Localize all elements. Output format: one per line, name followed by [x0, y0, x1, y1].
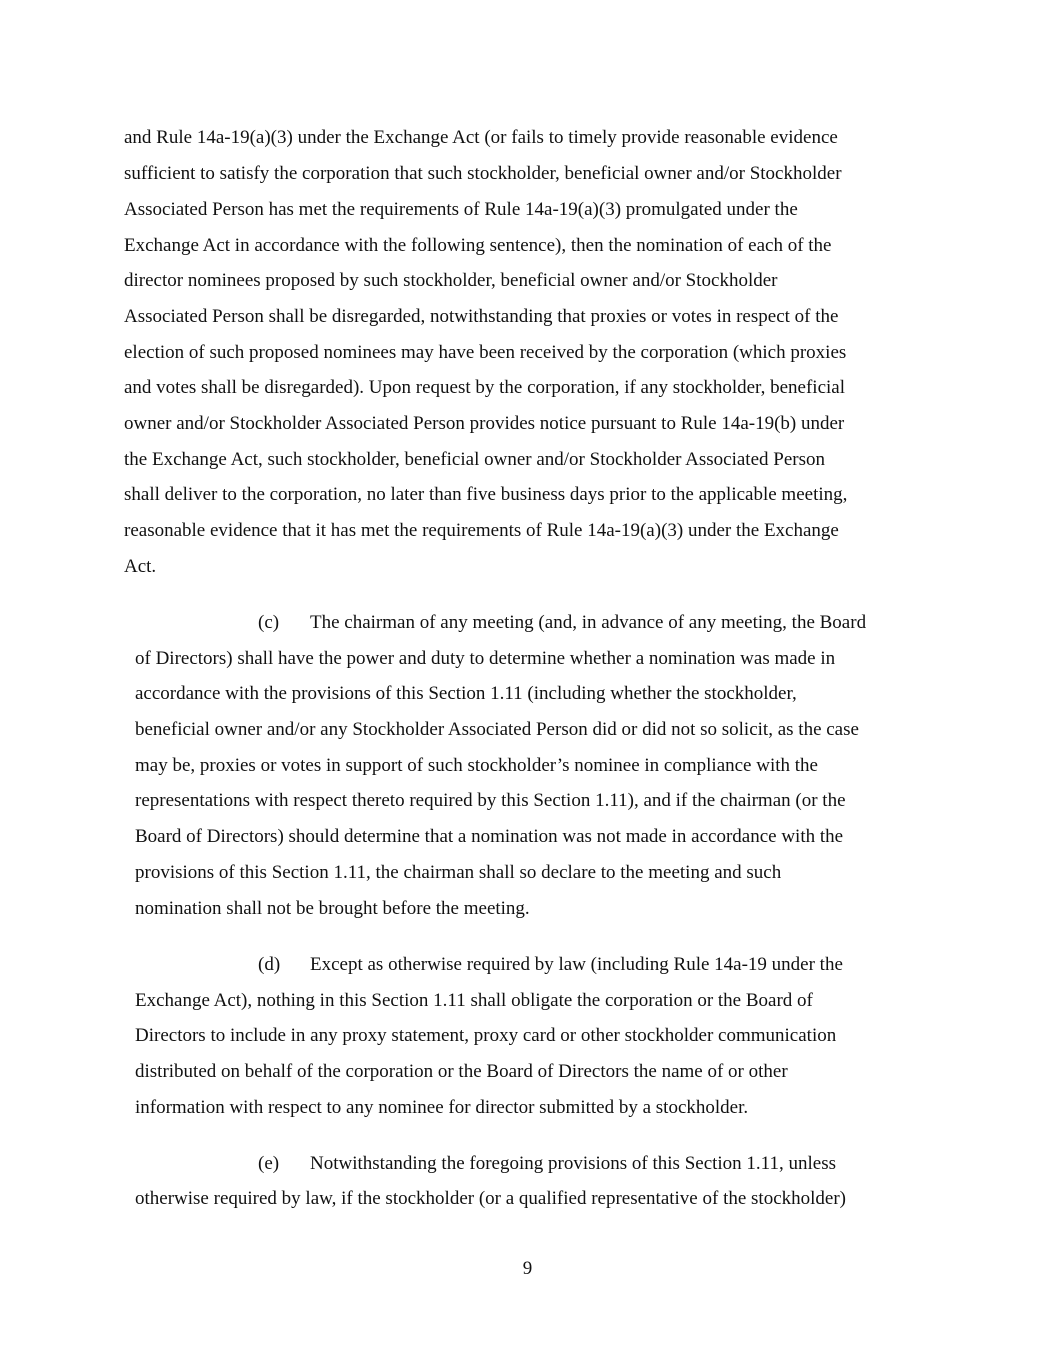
paragraph-line-text: Notwithstanding the foregoing provisions of this Section 1.11, unless [310, 1153, 836, 1174]
paragraph-line: the Exchange Act, such stockholder, beneficial owner and/or Stockholder Associated Person [124, 449, 825, 470]
paragraph-line: information with respect to any nominee for director submitted by a stockholder. [135, 1097, 749, 1118]
paragraph-line: representations with respect thereto required by this Section 1.11), and if the chairman (or the [135, 790, 846, 811]
paragraph-line: owner and/or Stockholder Associated Person provides notice pursuant to Rule 14a-19(b) under [124, 413, 845, 434]
paragraph-line: Exchange Act in accordance with the following sentence), then the nomination of each of the [124, 235, 832, 256]
paragraph-line: shall deliver to the corporation, no later than five business days prior to the applicable meeting, [124, 484, 848, 505]
paragraph-label: (c) [258, 612, 280, 633]
paragraph-line: and votes shall be disregarded). Upon request by the corporation, if any stockholder, beneficial [124, 377, 846, 398]
paragraph-line: beneficial owner and/or any Stockholder Associated Person did or did not so solicit, as the case [135, 719, 859, 740]
paragraph-label: (d) [258, 954, 281, 975]
paragraph-line: provisions of this Section 1.11, the chairman shall so declare to the meeting and such [135, 862, 782, 883]
paragraph-line: election of such proposed nominees may have been received by the corporation (which proxies [124, 342, 847, 363]
paragraph-line: sufficient to satisfy the corporation that such stockholder, beneficial owner and/or Stockholder [124, 163, 842, 184]
paragraph-line: distributed on behalf of the corporation or the Board of Directors the name of or other [135, 1061, 788, 1082]
paragraph-line: of Directors) shall have the power and duty to determine whether a nomination was made in [135, 648, 836, 669]
page-number: 9 [522, 1258, 533, 1279]
paragraph-first-line [258, 613, 866, 632]
paragraph-first-line [258, 1154, 836, 1173]
paragraph-line: and Rule 14a-19(a)(3) under the Exchange Act (or fails to timely provide reasonable evidence [124, 127, 838, 148]
paragraph-line: Associated Person has met the requirements of Rule 14a-19(a)(3) promulgated under the [124, 199, 798, 220]
paragraph-line: Act. [124, 556, 157, 577]
paragraph-label: (e) [258, 1153, 280, 1174]
paragraph-line-text: The chairman of any meeting (and, in advance of any meeting, the Board [310, 612, 867, 633]
paragraph-line: may be, proxies or votes in support of such stockholder’s nominee in compliance with the [135, 755, 818, 776]
paragraph-line: otherwise required by law, if the stockholder (or a qualified representative of the stockholder) [135, 1188, 847, 1209]
paragraph-line: Exchange Act), nothing in this Section 1.11 shall obligate the corporation or the Board of [135, 990, 813, 1011]
paragraph-line: director nominees proposed by such stockholder, beneficial owner and/or Stockholder [124, 270, 778, 291]
paragraph-line-text: Except as otherwise required by law (including Rule 14a-19 under the [310, 954, 843, 975]
paragraph-line: Directors to include in any proxy statement, proxy card or other stockholder communication [135, 1025, 837, 1046]
paragraph-line: Associated Person shall be disregarded, notwithstanding that proxies or votes in respect of the [124, 306, 839, 327]
paragraph-line: accordance with the provisions of this Section 1.11 (including whether the stockholder, [135, 683, 797, 704]
paragraph-line: nomination shall not be brought before the meeting. [135, 898, 530, 919]
paragraph-line: Board of Directors) should determine that a nomination was not made in accordance with the [135, 826, 844, 847]
paragraph-first-line [258, 955, 843, 974]
paragraph-line: reasonable evidence that it has met the requirements of Rule 14a-19(a)(3) under the Exchange [124, 520, 839, 541]
